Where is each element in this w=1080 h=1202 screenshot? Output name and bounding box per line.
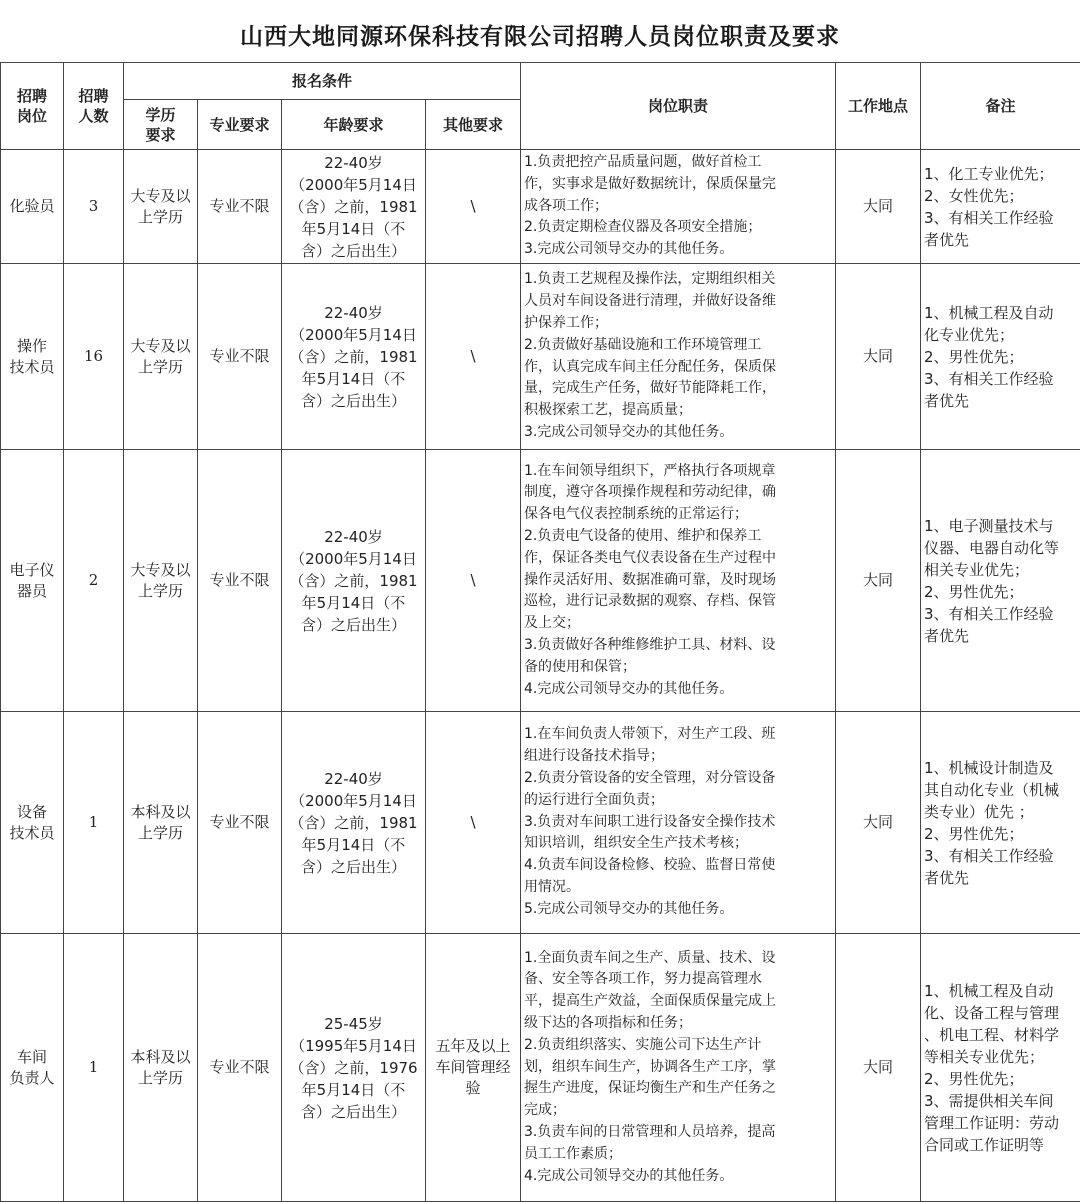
location-cell: 大同 xyxy=(836,934,921,1202)
header-notes: 备注 xyxy=(921,63,1080,150)
duties-cell: 1.全面负责车间之生产、质量、技术、设 备、安全等各项工作，努力提高管理水 平，提高生产效益，全面保质保量完成上 级下达的各项指标和任务； 2.负责组织落实、实施公司下达生产计 划，组织车间生产，协调各生产工序，掌 握生产进度，保证均衡生产和生产任务之 完成； 3.负责车间的日常管理和人员培养，提高 员工工作素质； 4.完成公司领导交办的其他任务。 xyxy=(521,934,836,1202)
header-location: 工作地点 xyxy=(836,63,921,150)
header-conditions: 报名条件 xyxy=(124,63,521,100)
table-row xyxy=(1,264,1080,450)
table-row xyxy=(1,450,1080,712)
other-requirements-cell: \ xyxy=(426,712,521,934)
position-cell: 化验员 xyxy=(1,150,64,264)
count-cell: 1 xyxy=(64,712,124,934)
count-cell: 1 xyxy=(64,934,124,1202)
header-age: 年龄要求 xyxy=(282,100,426,150)
table-row xyxy=(1,712,1080,934)
position-cell: 电子仪 器员 xyxy=(1,450,64,712)
table-row xyxy=(1,934,1080,1202)
location-cell: 大同 xyxy=(836,712,921,934)
notes-cell: 1、化工专业优先； 2、女性优先； 3、有相关工作经验 者优先 xyxy=(921,150,1080,264)
major-cell: 专业不限 xyxy=(198,712,282,934)
other-requirements-cell: \ xyxy=(426,264,521,450)
notes-cell: 1、电子测量技术与 仪器、电器自动化等 相关专业优先； 2、男性优先； 3、有相关工作经验 者优先 xyxy=(921,450,1080,712)
location-cell: 大同 xyxy=(836,264,921,450)
location-cell: 大同 xyxy=(836,150,921,264)
duties-cell: 1.负责工艺规程及操作法，定期组织相关 人员对车间设备进行清理，并做好设备维 护保养工作； 2.负责做好基础设施和工作环境管理工 作，认真完成车间主任分配任务，保质保 量，完成生产任务，做好节能降耗工作， 积极探索工艺，提高质量； 3.完成公司领导交办的其他任务。 xyxy=(521,264,836,450)
duties-cell: 1.在车间领导组织下，严格执行各项规章 制度，遵守各项操作规程和劳动纪律，确 保各电气仪表控制系统的正常运行； 2.负责电气设备的使用、维护和保养工 作，保证各类电气仪表设备在生产过程中 操作灵活好用、数据准确可靠，及时现场 巡检，进行记录数据的观察、存档、保管 及上交； 3.负责做好各种维修维护工具、材料、设 备的使用和保管； 4.完成公司领导交办的其他任务。 xyxy=(521,450,836,712)
position-cell: 操作 技术员 xyxy=(1,264,64,450)
header-education: 学历 要求 xyxy=(124,100,198,150)
major-cell: 专业不限 xyxy=(198,934,282,1202)
age-cell: 22-40岁 （2000年5月14日 （含）之前，1981 年5月14日（不 含）之后出生） xyxy=(282,712,426,934)
header-count: 招聘 人数 xyxy=(64,63,124,150)
count-cell: 2 xyxy=(64,450,124,712)
header-major: 专业要求 xyxy=(198,100,282,150)
education-cell: 本科及以 上学历 xyxy=(124,712,198,934)
position-cell: 设备 技术员 xyxy=(1,712,64,934)
age-cell: 22-40岁 （2000年5月14日 （含）之前，1981 年5月14日（不 含）之后出生） xyxy=(282,264,426,450)
header-other: 其他要求 xyxy=(426,100,521,150)
major-cell: 专业不限 xyxy=(198,264,282,450)
duties-cell: 1.负责把控产品质量问题，做好首检工 作，实事求是做好数据统计，保质保量完 成各项工作； 2.负责定期检查仪器及各项安全措施； 3.完成公司领导交办的其他任务。 xyxy=(521,150,836,264)
major-cell: 专业不限 xyxy=(198,450,282,712)
table-row xyxy=(1,150,1080,264)
header-position: 招聘 岗位 xyxy=(1,63,64,150)
notes-cell: 1、机械工程及自动 化、设备工程与管理 、机电工程、材料学 等相关专业优先； 2、男性优先； 3、需提供相关车间 管理工作证明：劳动 合同或工作证明等 xyxy=(921,934,1080,1202)
age-cell: 22-40岁 （2000年5月14日 （含）之前，1981 年5月14日（不 含）之后出生） xyxy=(282,150,426,264)
duties-cell: 1.在车间负责人带领下，对生产工段、班 组进行设备技术指导； 2.负责分管设备的安全管理，对分管设备 的运行进行全面负责； 3.负责对车间职工进行设备安全操作技术 知识培训，组织安全生产技术考核； 4.负责车间设备检修、校验、监督日常使 用情况。 5.完成公司领导交办的其他任务。 xyxy=(521,712,836,934)
age-cell: 22-40岁 （2000年5月14日 （含）之前，1981 年5月14日（不 含）之后出生） xyxy=(282,450,426,712)
header-duties: 岗位职责 xyxy=(521,63,836,150)
education-cell: 大专及以 上学历 xyxy=(124,264,198,450)
education-cell: 大专及以 上学历 xyxy=(124,450,198,712)
notes-cell: 1、机械工程及自动 化专业优先； 2、男性优先； 3、有相关工作经验 者优先 xyxy=(921,264,1080,450)
age-cell: 25-45岁 （1995年5月14日 （含）之前，1976 年5月14日（不 含）之后出生） xyxy=(282,934,426,1202)
notes-cell: 1、机械设计制造及 其自动化专业（机械 类专业）优先 ； 2、男性优先； 3、有相关工作经验 者优先 xyxy=(921,712,1080,934)
position-cell: 车间 负责人 xyxy=(1,934,64,1202)
other-requirements-cell: \ xyxy=(426,450,521,712)
major-cell: 专业不限 xyxy=(198,150,282,264)
education-cell: 大专及以 上学历 xyxy=(124,150,198,264)
recruitment-table xyxy=(0,62,1080,1202)
education-cell: 本科及以 上学历 xyxy=(124,934,198,1202)
other-requirements-cell: 五年及以上 车间管理经 验 xyxy=(426,934,521,1202)
location-cell: 大同 xyxy=(836,450,921,712)
other-requirements-cell: \ xyxy=(426,150,521,264)
document-title: 山西大地同源环保科技有限公司招聘人员岗位职责及要求 xyxy=(0,18,1080,51)
count-cell: 16 xyxy=(64,264,124,450)
count-cell: 3 xyxy=(64,150,124,264)
